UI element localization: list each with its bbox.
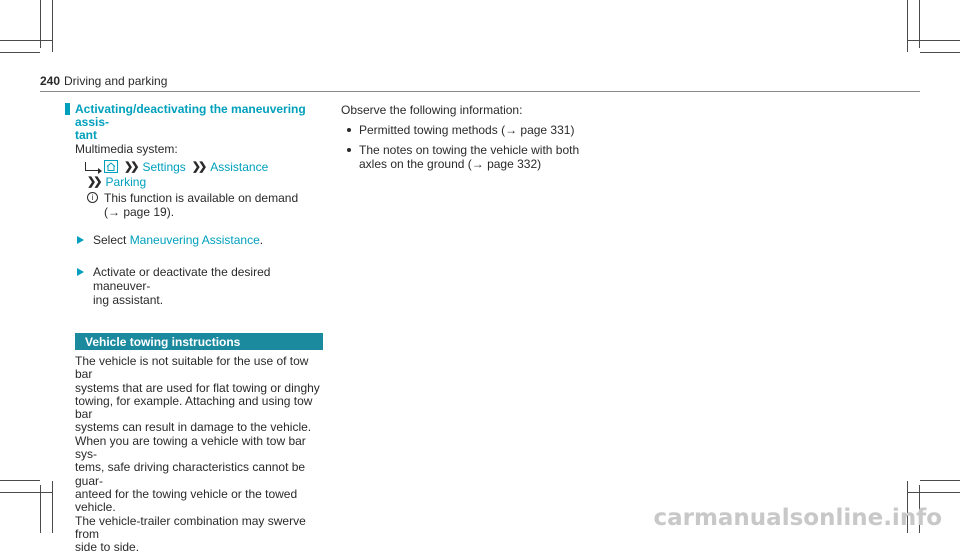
right-column — [341, 103, 601, 177]
page-section-title: Driving and parking — [64, 74, 168, 88]
crop-mark — [908, 492, 960, 493]
section-heading — [75, 103, 325, 142]
watermark: carmanualsonline.info — [653, 505, 942, 531]
note-line1: This function is available on demand — [104, 191, 299, 205]
towing-line: The vehicle-trailer combination may swerve from — [75, 513, 306, 541]
header-divider — [40, 91, 920, 92]
crop-mark — [0, 52, 40, 53]
bullet-icon — [347, 128, 351, 132]
towing-paragraph — [75, 355, 325, 554]
towing-line: anteed for the towing vehicle or the towed vehicle. — [75, 486, 298, 515]
menu-path-row2 — [87, 174, 325, 189]
bullet-2-line2: axles on the ground (→ page 332) — [359, 157, 542, 171]
note-line2: (→ page 19). — [104, 205, 175, 219]
towing-heading: Vehicle towing instructions — [75, 333, 323, 350]
bullet-icon — [347, 148, 351, 152]
towing-line: The vehicle is not suitable for the use of tow bar — [75, 354, 309, 382]
crop-mark — [908, 40, 960, 41]
list-item — [347, 123, 601, 137]
crop-mark — [52, 481, 53, 533]
bullet-list — [347, 123, 601, 171]
heading-marker — [65, 103, 70, 115]
towing-line: systems that are used for flat towing or dinghy — [75, 380, 320, 395]
step-2 — [75, 265, 325, 307]
step-1-prefix: Select — [93, 233, 130, 247]
crop-mark — [0, 492, 52, 493]
menu-settings[interactable]: Settings — [142, 159, 186, 174]
system-label: Multimedia system: — [75, 142, 178, 156]
section-heading-line2: tant — [75, 128, 97, 142]
step-1-text — [93, 233, 263, 247]
crop-mark — [907, 0, 908, 52]
menu-assistance[interactable]: Assistance — [210, 159, 269, 174]
step-1 — [75, 233, 325, 247]
towing-line: systems can result in damage to the vehicle. — [75, 420, 312, 435]
towing-line: towing, for example. Attaching and using tow bar — [75, 393, 313, 422]
step-triangle-icon — [75, 265, 85, 307]
crop-mark — [920, 480, 960, 481]
step-2-line2: ing assistant. — [93, 293, 164, 307]
right-intro: Observe the following information: — [341, 103, 523, 117]
towing-line: tems, safe driving characteristics cannot be guar- — [75, 460, 306, 488]
section-heading-line1: Activating/deactivating the maneuvering assis- — [75, 102, 306, 129]
left-column — [75, 103, 325, 554]
chevron-icon: ❯❯ — [87, 175, 100, 188]
menu-path-row1 — [85, 159, 325, 174]
step-2-line1: Activate or deactivate the desired maneuver- — [93, 265, 271, 293]
chevron-icon: ❯❯ — [191, 160, 205, 173]
arrow-icon — [85, 162, 98, 171]
note-text — [104, 191, 298, 219]
bullet-2-text[interactable] — [359, 143, 579, 171]
bullet-2-line1: The notes on towing the vehicle with both — [359, 143, 580, 157]
crop-mark — [52, 0, 53, 52]
menu-parking[interactable]: Parking — [105, 174, 147, 189]
page-number: 240 — [40, 74, 61, 88]
crop-mark — [0, 480, 40, 481]
info-icon: i — [87, 192, 98, 203]
list-item — [347, 143, 601, 171]
crop-mark — [920, 52, 960, 53]
maneuvering-assistance-link[interactable]: Maneuvering Assistance — [129, 233, 260, 247]
towing-line: When you are towing a vehicle with tow bar sys- — [75, 433, 306, 462]
crop-mark — [0, 40, 52, 41]
step-1-suffix: . — [259, 233, 264, 247]
home-icon — [104, 160, 118, 173]
step-triangle-icon — [75, 233, 85, 247]
towing-line: side to side. — [75, 540, 140, 554]
step-2-text — [93, 265, 325, 307]
note — [87, 191, 325, 219]
bullet-1-text[interactable]: Permitted towing methods (→ page 331) — [359, 123, 575, 137]
chevron-icon: ❯❯ — [124, 160, 137, 173]
